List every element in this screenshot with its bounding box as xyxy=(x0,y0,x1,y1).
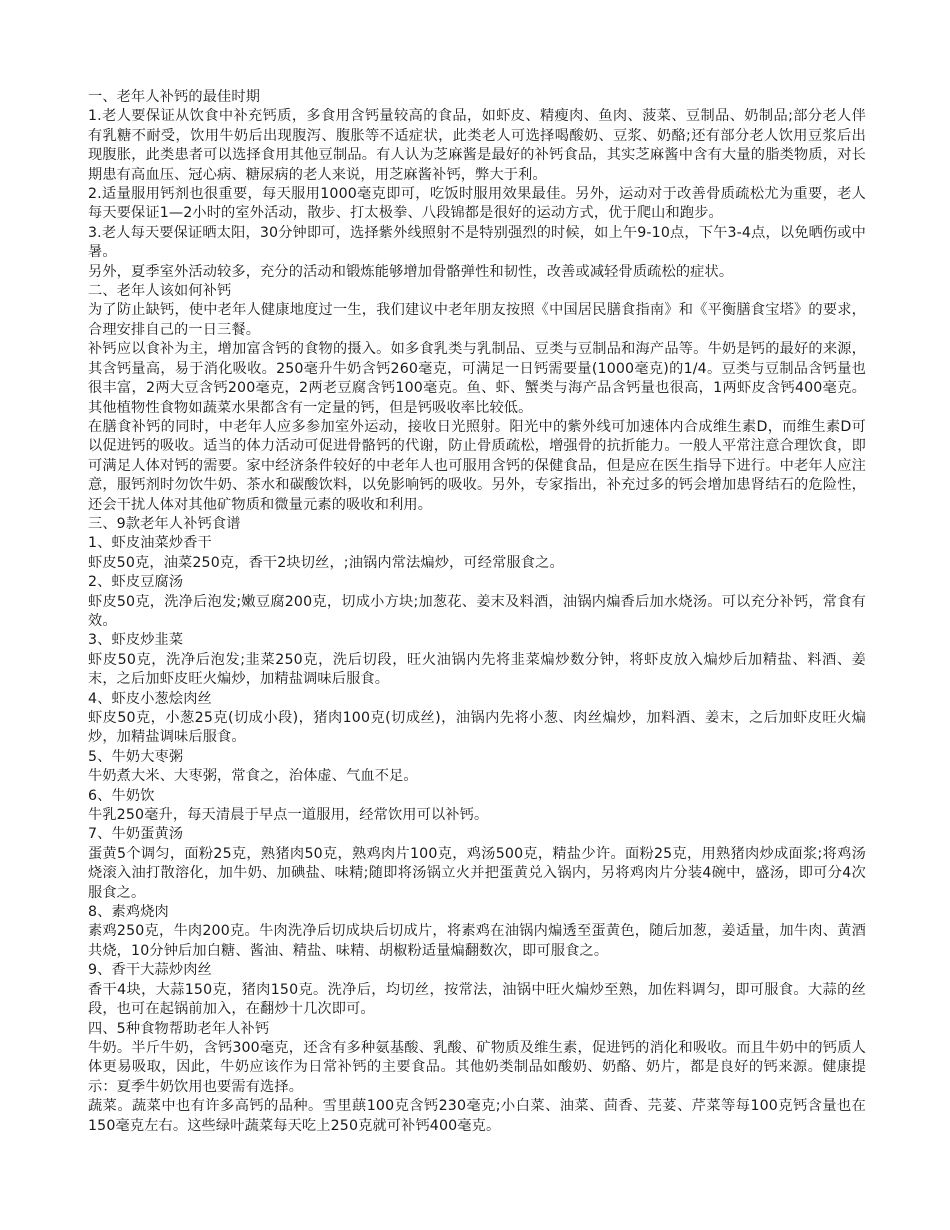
paragraph: 补钙应以食补为主，增加富含钙的食物的摄入。如多食乳类与乳制品、豆类与豆制品和海产品等。牛奶是钙的最好的来源，其含钙量高，易于消化吸收。250毫升牛奶含钙260毫克，可满足一日钙需要量(1000毫克)的1/4。豆类与豆制品含钙量也很丰富，2两大豆含钙200毫克，2两老豆腐含钙100毫克。鱼、虾、蟹类与海产品含钙量也很高，1两虾皮含钙400毫克。其他植物性食物如蔬菜水果都含有一定量的钙，但是钙吸收率比较低。 xyxy=(88,341,866,416)
section-heading-4: 四、5种食物帮助老年人补钙 xyxy=(88,1020,270,1037)
recipe-title: 8、素鸡烧肉 xyxy=(88,904,169,921)
recipe-title: 4、虾皮小葱烩肉丝 xyxy=(88,690,212,707)
recipe-title: 5、牛奶大枣粥 xyxy=(88,748,184,765)
paragraph: 另外，夏季室外活动较多，充分的活动和锻炼能够增加骨骼弹性和韧性，改善或减轻骨质疏松的症状。 xyxy=(88,263,734,280)
recipe-text: 牛乳250毫升，每天清晨于早点一道服用，经常饮用可以补钙。 xyxy=(88,807,489,824)
recipe-title: 1、虾皮油菜炒香干 xyxy=(88,535,212,552)
section-heading-2: 二、老年人该如何补钙 xyxy=(88,283,232,300)
recipe-text: 牛奶煮大米、大枣粥，常食之，治体虚、气血不足。 xyxy=(88,768,418,785)
recipe-title: 6、牛奶饮 xyxy=(88,787,155,804)
document-body xyxy=(88,88,866,1136)
paragraph: 3.老人每天要保证晒太阳，30分钟即可，选择紫外线照射不是特别强烈的时候，如上午9-10点，下午3-4点，以免晒伤或中暑。 xyxy=(88,224,866,261)
section-heading-3: 三、9款老年人补钙食谱 xyxy=(88,515,241,532)
recipe-title: 7、牛奶蛋黄汤 xyxy=(88,826,184,843)
recipe-text: 虾皮50克，小葱25克(切成小段)，猪肉100克(切成丝)，油锅内先将小葱、肉丝煸炒，加料酒、姜末，之后加虾皮旺火煸炒，加精盐调味后服食。 xyxy=(88,710,866,746)
recipe-text: 虾皮50克，油菜250克，香干2块切丝，;油锅内常法煸炒，可经常服食之。 xyxy=(88,554,564,571)
paragraph: 牛奶。半斤牛奶，含钙300毫克，还含有多种氨基酸、乳酸、矿物质及维生素，促进钙的消化和吸收。而且牛奶中的钙质人体更易吸取，因此，牛奶应该作为日常补钙的主要食品。其他奶类制品如酸奶、奶酪、奶片，都是良好的钙来源。健康提示：夏季牛奶饮用也要需有选择。 xyxy=(88,1039,866,1095)
recipe-text: 虾皮50克，洗净后泡发;韭菜250克，洗后切段，旺火油锅内先将韭菜煸炒数分钟，将虾皮放入煸炒后加精盐、料酒、姜末，之后加虾皮旺火煸炒，加精盐调味后服食。 xyxy=(88,651,866,688)
recipe-text: 蛋黄5个调匀，面粉25克，熟猪肉50克，熟鸡肉片100克，鸡汤500克，精盐少许。面粉25克，用熟猪肉炒成面浆;将鸡汤烧滚入油打散溶化，加牛奶、加碘盐、味精;随即将汤锅立火并把蛋黄兑入锅内，另将鸡肉片分装4碗中，盛汤，即可分4次服食之。 xyxy=(88,845,866,901)
recipe-text: 香干4块，大蒜150克，猪肉150克。洗净后，均切丝，按常法，油锅中旺火煸炒至熟，加佐料调匀，即可服食。大蒜的丝段，也可在起锅前加入，在翻炒十几次即可。 xyxy=(88,981,866,1018)
paragraph: 蔬菜。蔬菜中也有许多高钙的品种。雪里蕻100克含钙230毫克;小白菜、油菜、茴香、芫荽、芹菜等每100克钙含量也在150毫克左右。这些绿叶蔬菜每天吃上250克就可补钙400毫克。 xyxy=(88,1098,866,1134)
paragraph: 1.老人要保证从饮食中补充钙质，多食用含钙量较高的食品，如虾皮、精瘦肉、鱼肉、菠菜、豆制品、奶制品;部分老人伴有乳糖不耐受，饮用牛奶后出现腹泻、腹胀等不适症状，此类老人可选择喝酸奶、豆浆、奶酪;还有部分老人饮用豆浆后出现腹胀，此类患者可以选择食用其他豆制品。有人认为芝麻酱是最好的补钙食品，其实芝麻酱中含有大量的脂类物质，对长期患有高血压、冠心病、糖尿病的老人来说，用芝麻酱补钙，弊大于利。 xyxy=(88,108,866,183)
recipe-text: 虾皮50克，洗净后泡发;嫩豆腐200克，切成小方块;加葱花、姜末及料酒，油锅内煸香后加水烧汤。可以充分补钙，常食有效。 xyxy=(88,593,866,629)
recipe-title: 3、虾皮炒韭菜 xyxy=(88,632,184,649)
section-heading-1: 一、老年人补钙的最佳时期 xyxy=(88,89,261,105)
recipe-text: 素鸡250克，牛肉200克。牛肉洗净后切成块后切成片，将素鸡在油锅内煸透至蛋黄色，随后加葱，姜适量，加牛肉、黄酒共烧，10分钟后加白糖、酱油、精盐、味精、胡椒粉适量煸翻数次，即可服食之。 xyxy=(88,923,866,959)
recipe-title: 9、香干大蒜炒肉丝 xyxy=(88,962,212,979)
paragraph: 2.适量服用钙剂也很重要，每天服用1000毫克即可，吃饭时服用效果最佳。另外，运动对于改善骨质疏松尤为重要，老人每天要保证1—2小时的室外活动，散步、打太极拳、八段锦都是很好的运动方式，优于爬山和跑步。 xyxy=(88,186,866,222)
paragraph: 在膳食补钙的同时，中老年人应多参加室外运动，接收日光照射。阳光中的紫外线可加速体内合成维生素D，而维生素D可以促进钙的吸收。适当的体力活动可促进骨骼钙的代谢，防止骨质疏松，增强骨的抗折能力。一般人平常注意合理饮食，即可满足人体对钙的需要。家中经济条件较好的中老年人也可服用含钙的保健食品，但是应在医生指导下进行。中老年人应注意，服钙剂时勿饮牛奶、茶水和碳酸饮料，以免影响钙的吸收。另外，专家指出，补充过多的钙会增加患肾结石的危险性，还会干扰人体对其他矿物质和微量元素的吸收和利用。 xyxy=(88,418,866,513)
paragraph: 为了防止缺钙，使中老年人健康地度过一生，我们建议中老年朋友按照《中国居民膳食指南》和《平衡膳食宝塔》的要求，合理安排自己的一日三餐。 xyxy=(88,302,866,338)
recipe-title: 2、虾皮豆腐汤 xyxy=(88,574,184,591)
